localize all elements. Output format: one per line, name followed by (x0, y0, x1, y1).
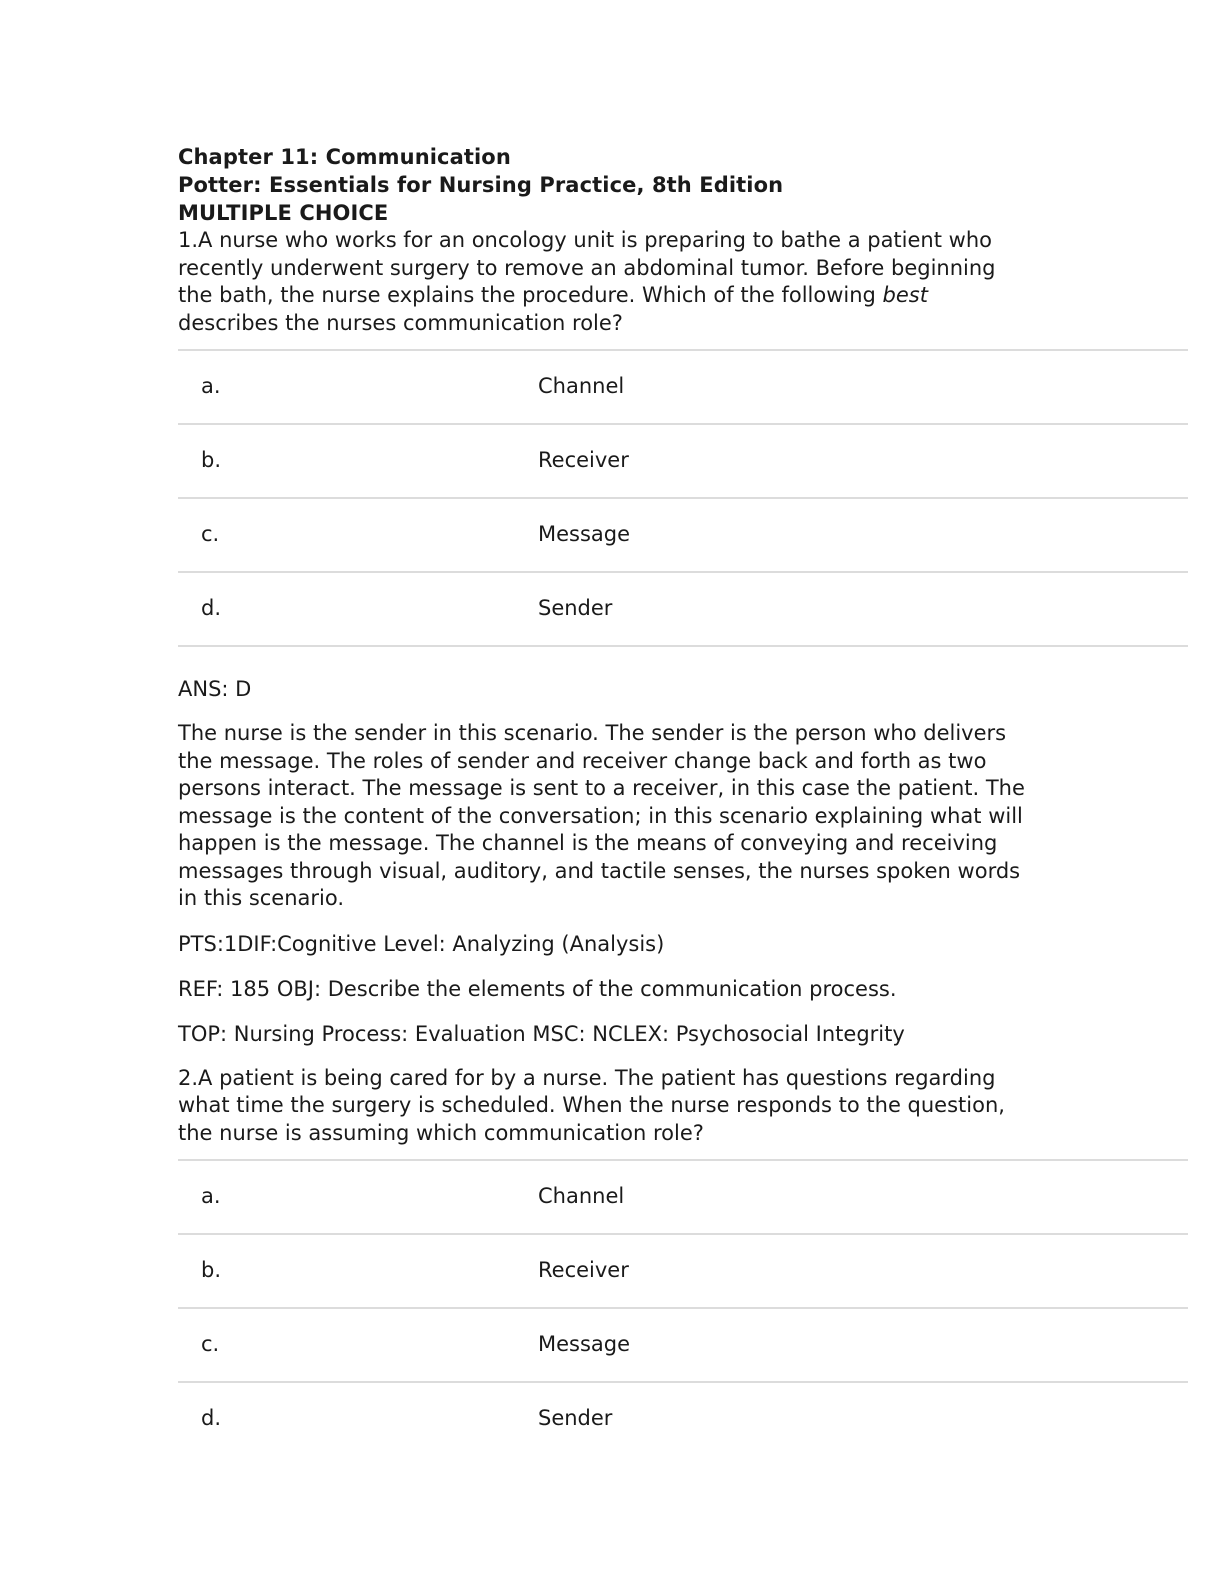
option-letter: b. (201, 448, 222, 472)
question-1-options (178, 349, 1188, 647)
question-1-option-d[interactable] (178, 573, 1188, 647)
section-title: MULTIPLE CHOICE (178, 201, 389, 225)
option-letter: a. (201, 374, 221, 398)
question-1-stem-emphasis: best (882, 283, 928, 307)
option-letter: d. (201, 1406, 222, 1430)
question-2-option-a[interactable] (178, 1161, 1188, 1235)
chapter-title: Chapter 11: Communication (178, 145, 511, 169)
option-letter: a. (201, 1184, 221, 1208)
option-text: Message (538, 522, 631, 546)
question-1-stem-text: 1.A nurse who works for an oncology unit is preparing to bathe a patient who recently underwent surgery to remove an abdominal tumor. Before beginning the bath, the nurse explains the procedure. Which of the following (178, 228, 996, 307)
option-text: Channel (538, 374, 625, 398)
option-text: Receiver (538, 448, 629, 472)
option-letter: b. (201, 1258, 222, 1282)
option-text: Sender (538, 596, 613, 620)
question-1-option-c[interactable] (178, 499, 1188, 573)
option-letter: c. (201, 1332, 220, 1356)
question-2-option-b[interactable] (178, 1235, 1188, 1309)
document-page (178, 143, 1188, 1455)
question-1-option-b[interactable] (178, 425, 1188, 499)
book-title: Potter: Essentials for Nursing Practice, 8th Edition (178, 173, 784, 197)
option-letter: d. (201, 596, 222, 620)
question-1-answer: ANS: D (178, 677, 252, 701)
option-text: Sender (538, 1406, 613, 1430)
question-2-option-d[interactable] (178, 1383, 1188, 1455)
option-text: Receiver (538, 1258, 629, 1282)
question-1-topic: TOP: Nursing Process: Evaluation MSC: NCLEX: Psychosocial Integrity (178, 1021, 905, 1046)
question-1-reference: REF: 185 OBJ: Describe the elements of the communication process. (178, 976, 897, 1001)
question-2-option-c[interactable] (178, 1309, 1188, 1383)
question-1-option-a[interactable] (178, 351, 1188, 425)
question-2-stem: 2.A patient is being cared for by a nurse. The patient has questions regarding what time the surgery is scheduled. When the nurse responds to the question, the nurse is assuming which communication role? (178, 1065, 1005, 1145)
question-1-stem (178, 227, 1028, 337)
option-text: Message (538, 1332, 631, 1356)
option-letter: c. (201, 522, 220, 546)
question-1-stem-end: describes the nurses communication role? (178, 310, 623, 335)
question-2-options (178, 1159, 1188, 1455)
question-1-rationale: The nurse is the sender in this scenario. The sender is the person who delivers the message. The roles of sender and receiver change back and forth as two persons interact. The message is sent to a receiver, in this case the patient. The message is the content of the conversation; in this scenario explaining what will happen is the message. The channel is the means of conveying and receiving messages through visual, auditory, and tactile senses, the nurses spoken words in this scenario. (178, 721, 1025, 910)
question-1-points: PTS:1DIF:Cognitive Level: Analyzing (Analysis) (178, 931, 665, 956)
option-text: Channel (538, 1184, 625, 1208)
